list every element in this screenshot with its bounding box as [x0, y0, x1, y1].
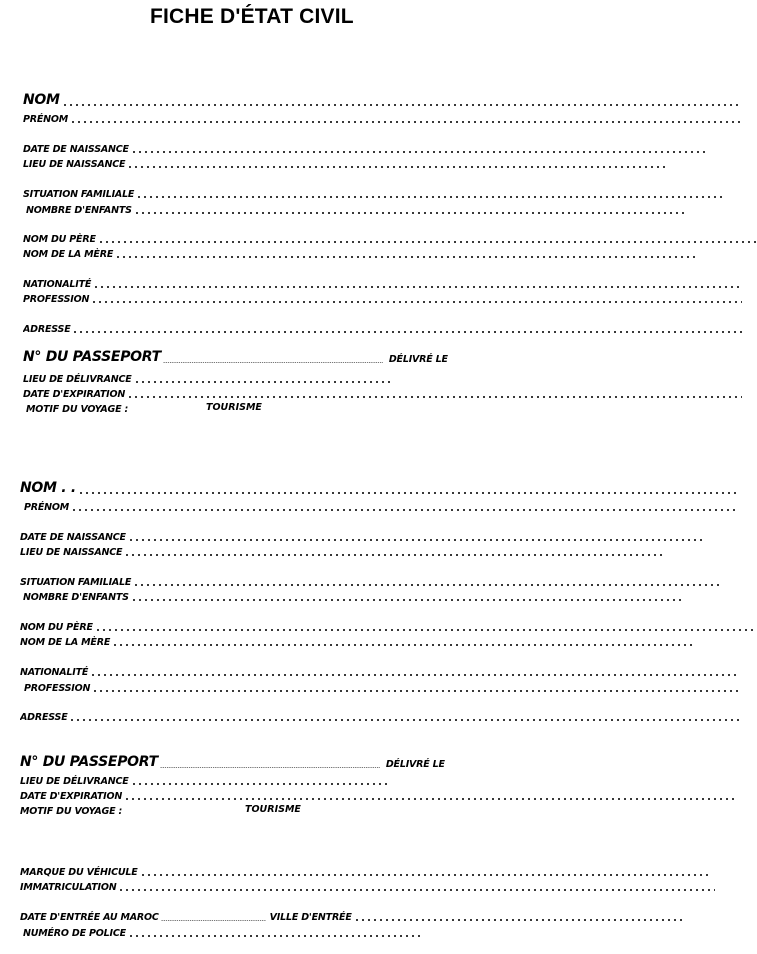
- prenom-2-line[interactable]: [71, 509, 739, 511]
- field-marque-vehicule[interactable]: [20, 863, 710, 877]
- field-nationalite[interactable]: [23, 275, 742, 289]
- field-passeport[interactable]: [23, 350, 453, 364]
- field-prenom[interactable]: [23, 110, 742, 124]
- nombre-enfants-2-line[interactable]: [131, 599, 683, 601]
- label-nom-mere-2: NOM DE LA MÈRE: [20, 636, 111, 647]
- label-situation-familiale: SITUATION FAMILIALE: [23, 188, 135, 199]
- field-nom-mere-2[interactable]: [20, 633, 695, 647]
- label-marque-vehicule: MARQUE DU VÉHICULE: [20, 866, 138, 877]
- field-date-expiration-2[interactable]: [20, 787, 737, 801]
- field-nom-2[interactable]: [20, 481, 739, 495]
- nom-line[interactable]: [62, 104, 742, 106]
- field-situation-familiale-2[interactable]: [20, 573, 723, 587]
- lieu-delivrance-2-line[interactable]: [131, 783, 388, 785]
- motif-voyage-value: TOURISME: [206, 402, 262, 413]
- label-situation-familiale-2: SITUATION FAMILIALE: [20, 576, 132, 587]
- immatriculation-line[interactable]: [118, 889, 715, 891]
- field-motif-voyage: [26, 400, 226, 414]
- field-nom-pere[interactable]: [23, 230, 756, 244]
- ville-entree-line[interactable]: [354, 919, 685, 921]
- label-date-naissance: DATE DE NAISSANCE: [23, 143, 129, 154]
- situation-familiale-2-line[interactable]: [133, 584, 723, 586]
- field-profession-2[interactable]: [24, 679, 739, 693]
- field-motif-voyage-2: [20, 802, 220, 816]
- numero-police-line[interactable]: [128, 935, 423, 937]
- label-ville-entree: VILLE D'ENTRÉE: [269, 911, 352, 922]
- field-numero-police[interactable]: [23, 924, 423, 938]
- field-situation-familiale[interactable]: [23, 185, 726, 199]
- marque-vehicule-line[interactable]: [140, 874, 710, 876]
- profession-line[interactable]: [91, 301, 742, 303]
- label-lieu-delivrance: LIEU DE DÉLIVRANCE: [23, 373, 132, 384]
- field-nationalite-2[interactable]: [20, 663, 739, 677]
- label-nom: NOM: [23, 93, 60, 107]
- date-naissance-line[interactable]: [131, 151, 705, 153]
- field-nombre-enfants[interactable]: [26, 201, 686, 215]
- label-date-entree: DATE D'ENTRÉE AU MAROC: [20, 911, 159, 922]
- label-motif-voyage-2: MOTIF DU VOYAGE :: [20, 805, 123, 816]
- field-prenom-2[interactable]: [24, 498, 739, 512]
- nom-2-line[interactable]: [78, 492, 739, 494]
- field-lieu-naissance[interactable]: [23, 155, 665, 169]
- label-date-naissance-2: DATE DE NAISSANCE: [20, 531, 126, 542]
- motif-voyage-2-value: TOURISME: [245, 804, 301, 815]
- label-date-expiration-2: DATE D'EXPIRATION: [20, 790, 123, 801]
- label-immatriculation: IMMATRICULATION: [20, 881, 117, 892]
- page-title: FICHE D'ÉTAT CIVIL: [150, 5, 354, 28]
- label-delivre-le: DÉLIVRÉ LE: [388, 353, 448, 364]
- label-numero-police: NUMÉRO DE POLICE: [23, 927, 126, 938]
- nom-pere-line[interactable]: [98, 241, 756, 243]
- label-lieu-naissance-2: LIEU DE NAISSANCE: [20, 546, 123, 557]
- field-nombre-enfants-2[interactable]: [23, 588, 683, 602]
- label-delivre-le-2: DÉLIVRÉ LE: [385, 758, 445, 769]
- lieu-naissance-line[interactable]: [127, 166, 665, 168]
- date-expiration-line[interactable]: [127, 396, 742, 398]
- label-passeport-2: N° DU PASSEPORT: [20, 755, 158, 769]
- field-lieu-delivrance[interactable]: [23, 370, 391, 384]
- date-entree-line[interactable]: [161, 920, 266, 922]
- label-profession: PROFESSION: [23, 293, 90, 304]
- label-nom-2: NOM . .: [20, 481, 76, 495]
- adresse-line[interactable]: [72, 331, 742, 333]
- field-date-entree[interactable]: [20, 908, 685, 922]
- label-nationalite: NATIONALITÉ: [23, 278, 92, 289]
- label-date-expiration: DATE D'EXPIRATION: [23, 388, 126, 399]
- lieu-delivrance-line[interactable]: [134, 381, 391, 383]
- nom-mere-line[interactable]: [115, 256, 698, 258]
- date-naissance-2-line[interactable]: [128, 539, 702, 541]
- field-lieu-naissance-2[interactable]: [20, 543, 662, 557]
- field-date-expiration[interactable]: [23, 385, 742, 399]
- passeport-line[interactable]: [163, 362, 383, 364]
- label-adresse: ADRESSE: [23, 323, 71, 334]
- label-nombre-enfants-2: NOMBRE D'ENFANTS: [23, 591, 129, 602]
- field-adresse[interactable]: [23, 320, 742, 334]
- label-nationalite-2: NATIONALITÉ: [20, 666, 89, 677]
- label-passeport: N° DU PASSEPORT: [23, 350, 161, 364]
- lieu-naissance-2-line[interactable]: [124, 554, 662, 556]
- label-lieu-delivrance-2: LIEU DE DÉLIVRANCE: [20, 775, 129, 786]
- label-nom-pere: NOM DU PÈRE: [23, 233, 96, 244]
- field-date-naissance-2[interactable]: [20, 528, 702, 542]
- nombre-enfants-line[interactable]: [134, 212, 686, 214]
- field-nom-mere[interactable]: [23, 245, 698, 259]
- adresse-2-line[interactable]: [69, 719, 739, 721]
- field-lieu-delivrance-2[interactable]: [20, 772, 388, 786]
- label-prenom-2: PRÉNOM: [24, 501, 70, 512]
- nom-pere-2-line[interactable]: [95, 629, 756, 631]
- field-profession[interactable]: [23, 290, 742, 304]
- label-motif-voyage: MOTIF DU VOYAGE :: [26, 403, 129, 414]
- passeport-2-line[interactable]: [160, 767, 380, 769]
- field-date-naissance[interactable]: [23, 140, 705, 154]
- field-adresse-2[interactable]: [20, 708, 739, 722]
- nom-mere-2-line[interactable]: [112, 644, 695, 646]
- field-nom[interactable]: [23, 93, 742, 107]
- nationalite-line[interactable]: [93, 286, 742, 288]
- label-profession-2: PROFESSION: [24, 682, 91, 693]
- profession-2-line[interactable]: [92, 690, 739, 692]
- situation-familiale-line[interactable]: [136, 196, 726, 198]
- label-nom-mere: NOM DE LA MÈRE: [23, 248, 114, 259]
- date-expiration-2-line[interactable]: [124, 798, 737, 800]
- label-nombre-enfants: NOMBRE D'ENFANTS: [26, 204, 132, 215]
- label-prenom: PRÉNOM: [23, 113, 69, 124]
- nationalite-2-line[interactable]: [90, 674, 739, 676]
- field-nom-pere-2[interactable]: [20, 618, 756, 632]
- field-immatriculation[interactable]: [20, 878, 715, 892]
- label-adresse-2: ADRESSE: [20, 711, 68, 722]
- label-lieu-naissance: LIEU DE NAISSANCE: [23, 158, 126, 169]
- field-passeport-2[interactable]: [20, 755, 450, 769]
- prenom-line[interactable]: [70, 121, 742, 123]
- label-nom-pere-2: NOM DU PÈRE: [20, 621, 93, 632]
